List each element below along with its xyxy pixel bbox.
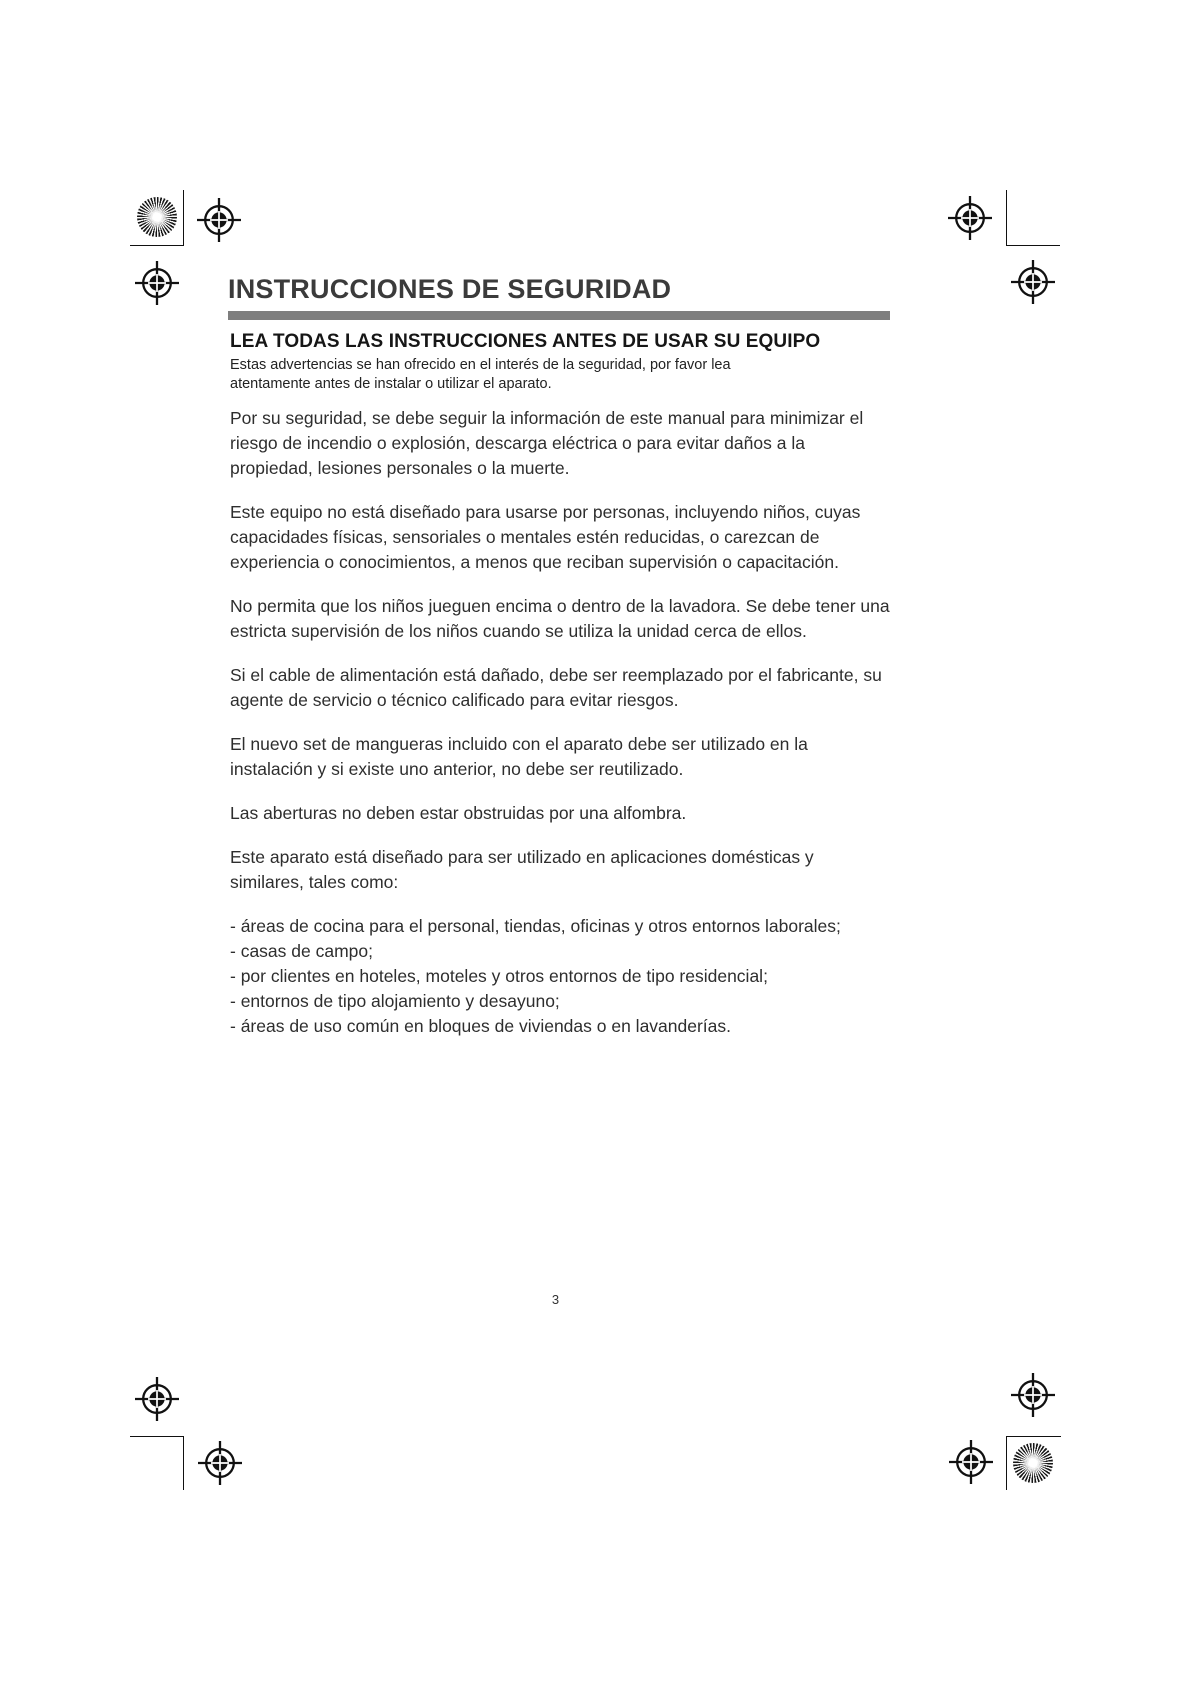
warning-intro-text: Estas advertencias se han ofrecido en el interés de la seguridad, por favor lea atentamente antes de instalar o utilizar el aparato.: [230, 357, 731, 392]
safety-paragraph: Por su seguridad, se debe seguir la información de este manual para minimizar el riesgo de incendio o explosión, descarga eléctrica o para evitar daños a la propiedad, lesiones personales o la muerte.: [230, 408, 864, 478]
registration-target-icon: [949, 1440, 993, 1484]
list-item: - por clientes en hoteles, moteles y otros entornos de tipo residencial;: [230, 966, 768, 986]
safety-paragraph: El nuevo set de mangueras incluido con el aparato debe ser utilizado en la instalación y si existe uno anterior, no debe ser reutilizado.: [230, 734, 808, 779]
corner-crop-bracket: [130, 1436, 184, 1490]
corner-crop-bracket: [1006, 190, 1060, 246]
safety-paragraph: Este equipo no está diseñado para usarse por personas, incluyendo niños, cuyas capacidades físicas, sensoriales o mentales estén reducidas, o carezcan de experiencia o conocimientos, a menos que reciban supervisión o capacitación.: [230, 502, 861, 572]
list-item: - entornos de tipo alojamiento y desayuno;: [230, 991, 560, 1011]
safety-paragraph: Este aparato está diseñado para ser utilizado en aplicaciones domésticas y similares, tales como:: [230, 847, 814, 892]
corner-crop-bracket: [130, 190, 184, 246]
registration-target-icon: [135, 261, 179, 305]
title-underline-bar: [228, 311, 890, 320]
registration-target-icon: [1011, 1373, 1055, 1417]
page-title: INSTRUCCIONES DE SEGURIDAD: [228, 274, 672, 304]
registration-target-icon: [197, 198, 241, 242]
safety-paragraph: Si el cable de alimentación está dañado, debe ser reemplazado por el fabricante, su agente de servicio o técnico calificado para evitar riesgos.: [230, 665, 882, 710]
list-item: - áreas de uso común en bloques de viviendas o en lavanderías.: [230, 1016, 732, 1036]
applications-list: [230, 914, 890, 1039]
list-item: - áreas de cocina para el personal, tiendas, oficinas y otros entornos laborales;: [230, 916, 841, 936]
page-number: 3: [551, 1292, 560, 1307]
warning-heading: LEA TODAS LAS INSTRUCCIONES ANTES DE USAR SU EQUIPO: [230, 331, 821, 352]
safety-paragraph: Las aberturas no deben estar obstruidas por una alfombra.: [230, 803, 687, 823]
manual-content: [228, 274, 890, 1039]
registration-target-icon: [1011, 260, 1055, 304]
calibration-starburst-icon: [1013, 1443, 1053, 1483]
safety-paragraph: No permita que los niños jueguen encima o dentro de la lavadora. Se debe tener una estricta supervisión de los niños cuando se utiliza la unidad cerca de ellos.: [230, 596, 890, 641]
registration-target-icon: [135, 1377, 179, 1421]
list-item: - casas de campo;: [230, 941, 373, 961]
registration-target-icon: [198, 1441, 242, 1485]
registration-target-icon: [948, 196, 992, 240]
